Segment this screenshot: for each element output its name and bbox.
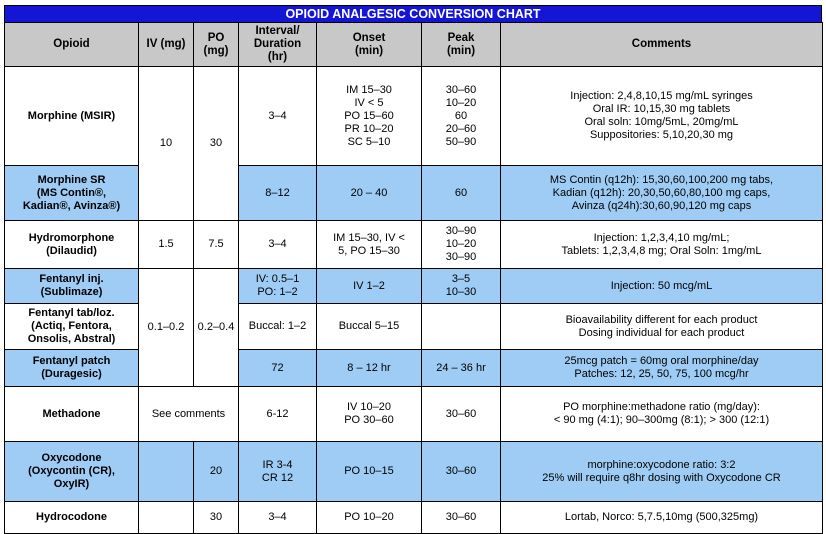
onset: PO 10–20 — [317, 502, 422, 534]
onset: IV 1–2 — [317, 269, 422, 304]
header-po: PO (mg) — [194, 23, 239, 67]
peak: 30–60 — [422, 387, 501, 442]
peak: 24 – 36 hr — [422, 350, 501, 387]
row-fentanyl-tab — [5, 304, 823, 350]
onset: 20 – 40 — [317, 166, 422, 221]
comments: Lortab, Norco: 5,7.5,10mg (500,325mg) — [501, 502, 823, 534]
row-morphine-sr — [5, 166, 823, 221]
iv-po-dose: See comments — [139, 387, 239, 442]
row-methadone — [5, 387, 823, 442]
opioid-name: Hydrocodone — [5, 502, 139, 534]
po-dose: 30 — [194, 502, 239, 534]
po-dose: 20 — [194, 442, 239, 502]
interval: 6-12 — [239, 387, 317, 442]
peak: 60 — [422, 166, 501, 221]
po-dose: 0.2–0.4 — [194, 269, 239, 387]
interval: IR 3-4 CR 12 — [239, 442, 317, 502]
header-row — [5, 23, 823, 67]
conversion-chart — [4, 5, 822, 534]
header-peak: Peak (min) — [422, 23, 501, 67]
onset: 8 – 12 hr — [317, 350, 422, 387]
row-hydromorphone — [5, 221, 823, 269]
opioid-name: Fentanyl inj. (Sublimaze) — [5, 269, 139, 304]
interval: 3–4 — [239, 502, 317, 534]
peak: 30–60 — [422, 442, 501, 502]
interval: IV: 0.5–1 PO: 1–2 — [239, 269, 317, 304]
opioid-name: Hydromorphone (Dilaudid) — [5, 221, 139, 269]
comments: morphine:oxycodone ratio: 3:2 25% will require q8hr dosing with Oxycodone CR — [501, 442, 823, 502]
iv-dose — [139, 502, 194, 534]
row-fentanyl-inj — [5, 269, 823, 304]
header-opioid: Opioid — [5, 23, 139, 67]
onset: IM 15–30 IV < 5 PO 15–60 PR 10–20 SC 5–10 — [317, 67, 422, 166]
peak: 30–60 — [422, 502, 501, 534]
comments: 25mcg patch = 60mg oral morphine/day Patches: 12, 25, 50, 75, 100 mcg/hr — [501, 350, 823, 387]
opioid-name: Oxycodone (Oxycontin (CR), OxyIR) — [5, 442, 139, 502]
comments: Injection: 50 mcg/mL — [501, 269, 823, 304]
iv-dose: 1.5 — [139, 221, 194, 269]
interval: 72 — [239, 350, 317, 387]
comments: MS Contin (q12h): 15,30,60,100,200 mg tabs, Kadian (q12h): 20,30,50,60,80,100 mg caps, Avinza (q24h):30,60,90,120 mg caps — [501, 166, 823, 221]
opioid-name: Fentanyl patch (Duragesic) — [5, 350, 139, 387]
onset: IV 10–20 PO 30–60 — [317, 387, 422, 442]
onset: IM 15–30, IV < 5, PO 15–30 — [317, 221, 422, 269]
interval: 8–12 — [239, 166, 317, 221]
comments: Injection: 2,4,8,10,15 mg/mL syringes Oral IR: 10,15,30 mg tablets Oral soln: 10mg/5mL, 20mg/mL Suppositories: 5,10,20,30 mg — [501, 67, 823, 166]
row-hydrocodone — [5, 502, 823, 534]
interval: 3–4 — [239, 221, 317, 269]
header-onset: Onset (min) — [317, 23, 422, 67]
conversion-table — [4, 22, 823, 534]
iv-dose — [139, 442, 194, 502]
row-morphine — [5, 67, 823, 166]
chart-title: OPIOID ANALGESIC CONVERSION CHART — [4, 5, 822, 22]
peak: 30–60 10–20 60 20–60 50–90 — [422, 67, 501, 166]
row-fentanyl-patch — [5, 350, 823, 387]
po-dose: 30 — [194, 67, 239, 221]
interval: 3–4 — [239, 67, 317, 166]
opioid-name: Methadone — [5, 387, 139, 442]
po-dose: 7.5 — [194, 221, 239, 269]
peak — [422, 304, 501, 350]
opioid-name: Fentanyl tab/loz. (Actiq, Fentora, Onsolis, Abstral) — [5, 304, 139, 350]
header-interval: Interval/ Duration (hr) — [239, 23, 317, 67]
comments: Bioavailability different for each product Dosing individual for each product — [501, 304, 823, 350]
peak: 30–90 10–20 30–90 — [422, 221, 501, 269]
opioid-name: Morphine (MSIR) — [5, 67, 139, 166]
comments: Injection: 1,2,3,4,10 mg/mL; Tablets: 1,2,3,4,8 mg; Oral Soln: 1mg/mL — [501, 221, 823, 269]
opioid-name: Morphine SR (MS Contin®, Kadian®, Avinza®) — [5, 166, 139, 221]
onset: Buccal 5–15 — [317, 304, 422, 350]
onset: PO 10–15 — [317, 442, 422, 502]
interval: Buccal: 1–2 — [239, 304, 317, 350]
row-oxycodone — [5, 442, 823, 502]
iv-dose: 10 — [139, 67, 194, 221]
header-comments: Comments — [501, 23, 823, 67]
iv-dose: 0.1–0.2 — [139, 269, 194, 387]
comments: PO morphine:methadone ratio (mg/day): < 90 mg (4:1); 90–300mg (8:1); > 300 (12:1) — [501, 387, 823, 442]
header-iv: IV (mg) — [139, 23, 194, 67]
peak: 3–5 10–30 — [422, 269, 501, 304]
